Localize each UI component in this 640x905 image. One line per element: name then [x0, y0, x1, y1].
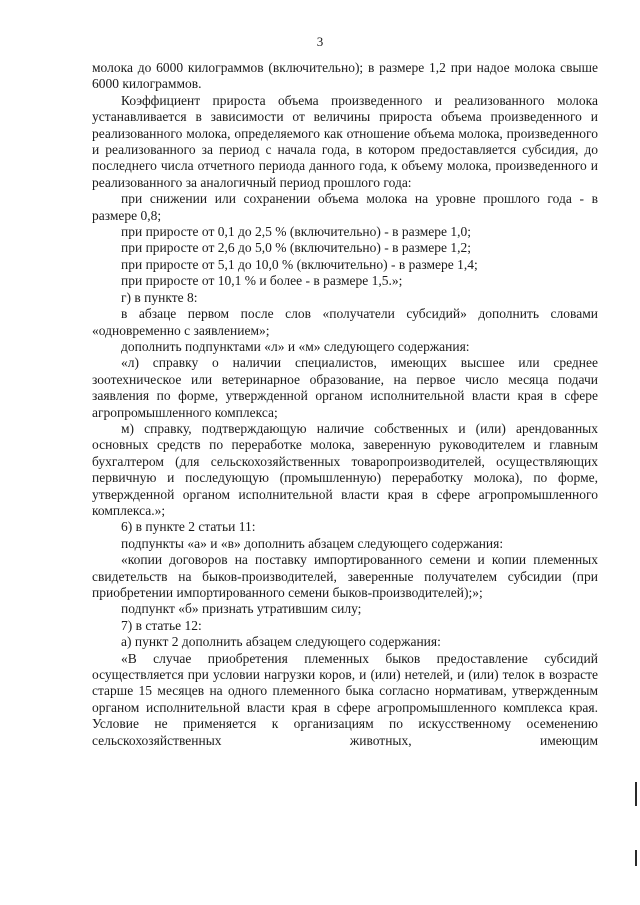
scan-edge-mark — [635, 850, 637, 866]
paragraph-rate-growth-3: при приросте от 5,1 до 10,0 % (включительно) - в размере 1,4; — [121, 256, 478, 272]
paragraph-add-subitems: дополнить подпунктами «л» и «м» следующего содержания: — [121, 338, 470, 354]
paragraph-add-words: в абзаце первом после слов «получатели субсидий» дополнить словами «одновременно с заявлением»; — [92, 306, 598, 338]
paragraph-contract-copies: «копии договоров на поставку импортированного семени и копии племенных свидетельств на быков-производителей, заверенные получателем субсидии (при приобретении импортированного семени быков-производителей);»; — [92, 552, 598, 600]
paragraph-item-7-article-12: 7) в статье 12: — [121, 617, 202, 633]
paragraph-growth-coefficient: Коэффициент прироста объема произведенного и реализованного молока устанавливается в зависимости от величины прироста объема произведенного и реализованного молока, определяемого как отношение объема молока, произведенного и реализованного за период с начала года, в котором предоставляется субсидия, до последнего числа отчетного периода данного года, к объему молока, произведенного и реализованного за аналогичный период прошлого года: — [92, 92, 598, 190]
paragraph-subitem-m: м) справку, подтверждающую наличие собственных и (или) арендованных основных средств по переработке молока, заверенную руководителем и главным бухгалтером (для сельскохозяйственных товаропроизводителей, осуществляющих первичную и последующую (промышленную) переработку молока), по форме, утвержденной органом исполнительной власти края в сфере агропромышленного комплекса.»; — [92, 420, 598, 518]
paragraph-rate-growth-4: при приросте от 10,1 % и более - в размере 1,5.»; — [121, 273, 403, 289]
paragraph-subitems-a-v: подпункты «а» и «в» дополнить абзацем следующего содержания: — [121, 535, 504, 551]
page-number: 3 — [316, 34, 324, 49]
paragraph-item-g-point-8: г) в пункте 8: — [121, 289, 198, 305]
paragraph-milk-yield-end: молока до 6000 килограммов (включительно); в размере 1,2 при надое молока свыше 6000 килограммов. — [92, 60, 598, 92]
paragraph-subitem-b-void: подпункт «б» признать утратившим силу; — [121, 601, 362, 617]
document-body — [92, 60, 598, 749]
paragraph-item-a-point-2: а) пункт 2 дополнить абзацем следующего содержания: — [121, 634, 441, 650]
paragraph-rate-growth-1: при приросте от 0,1 до 2,5 % (включительно) - в размере 1,0; — [121, 224, 471, 240]
paragraph-breeding-bulls: «В случае приобретения племенных быков предоставление субсидий осуществляется при условии нагрузки коров, и (или) нетелей, и (или) телок в возрасте старше 15 месяцев на одного племенного быка согласно нормативам, утвержденным органом исполнительной власти края в сфере агропромышленного комплекса края. Условие не применяется к организациям по искусственному осеменению сельскохозяйственных животных, имеющим — [92, 650, 598, 748]
paragraph-rate-decrease: при снижении или сохранении объема молока на уровне прошлого года - в размере 0,8; — [92, 191, 598, 223]
paragraph-rate-growth-2: при приросте от 2,6 до 5,0 % (включительно) - в размере 1,2; — [121, 240, 471, 256]
paragraph-item-6-article-11: 6) в пункте 2 статьи 11: — [121, 519, 256, 535]
paragraph-subitem-l: «л) справку о наличии специалистов, имеющих высшее или среднее зоотехническое или ветеринарное образование, на первое число месяца подачи заявления по форме, утвержденной органом исполнительной власти края в сфере агропромышленного комплекса; — [92, 355, 598, 420]
scan-edge-mark — [635, 782, 637, 806]
